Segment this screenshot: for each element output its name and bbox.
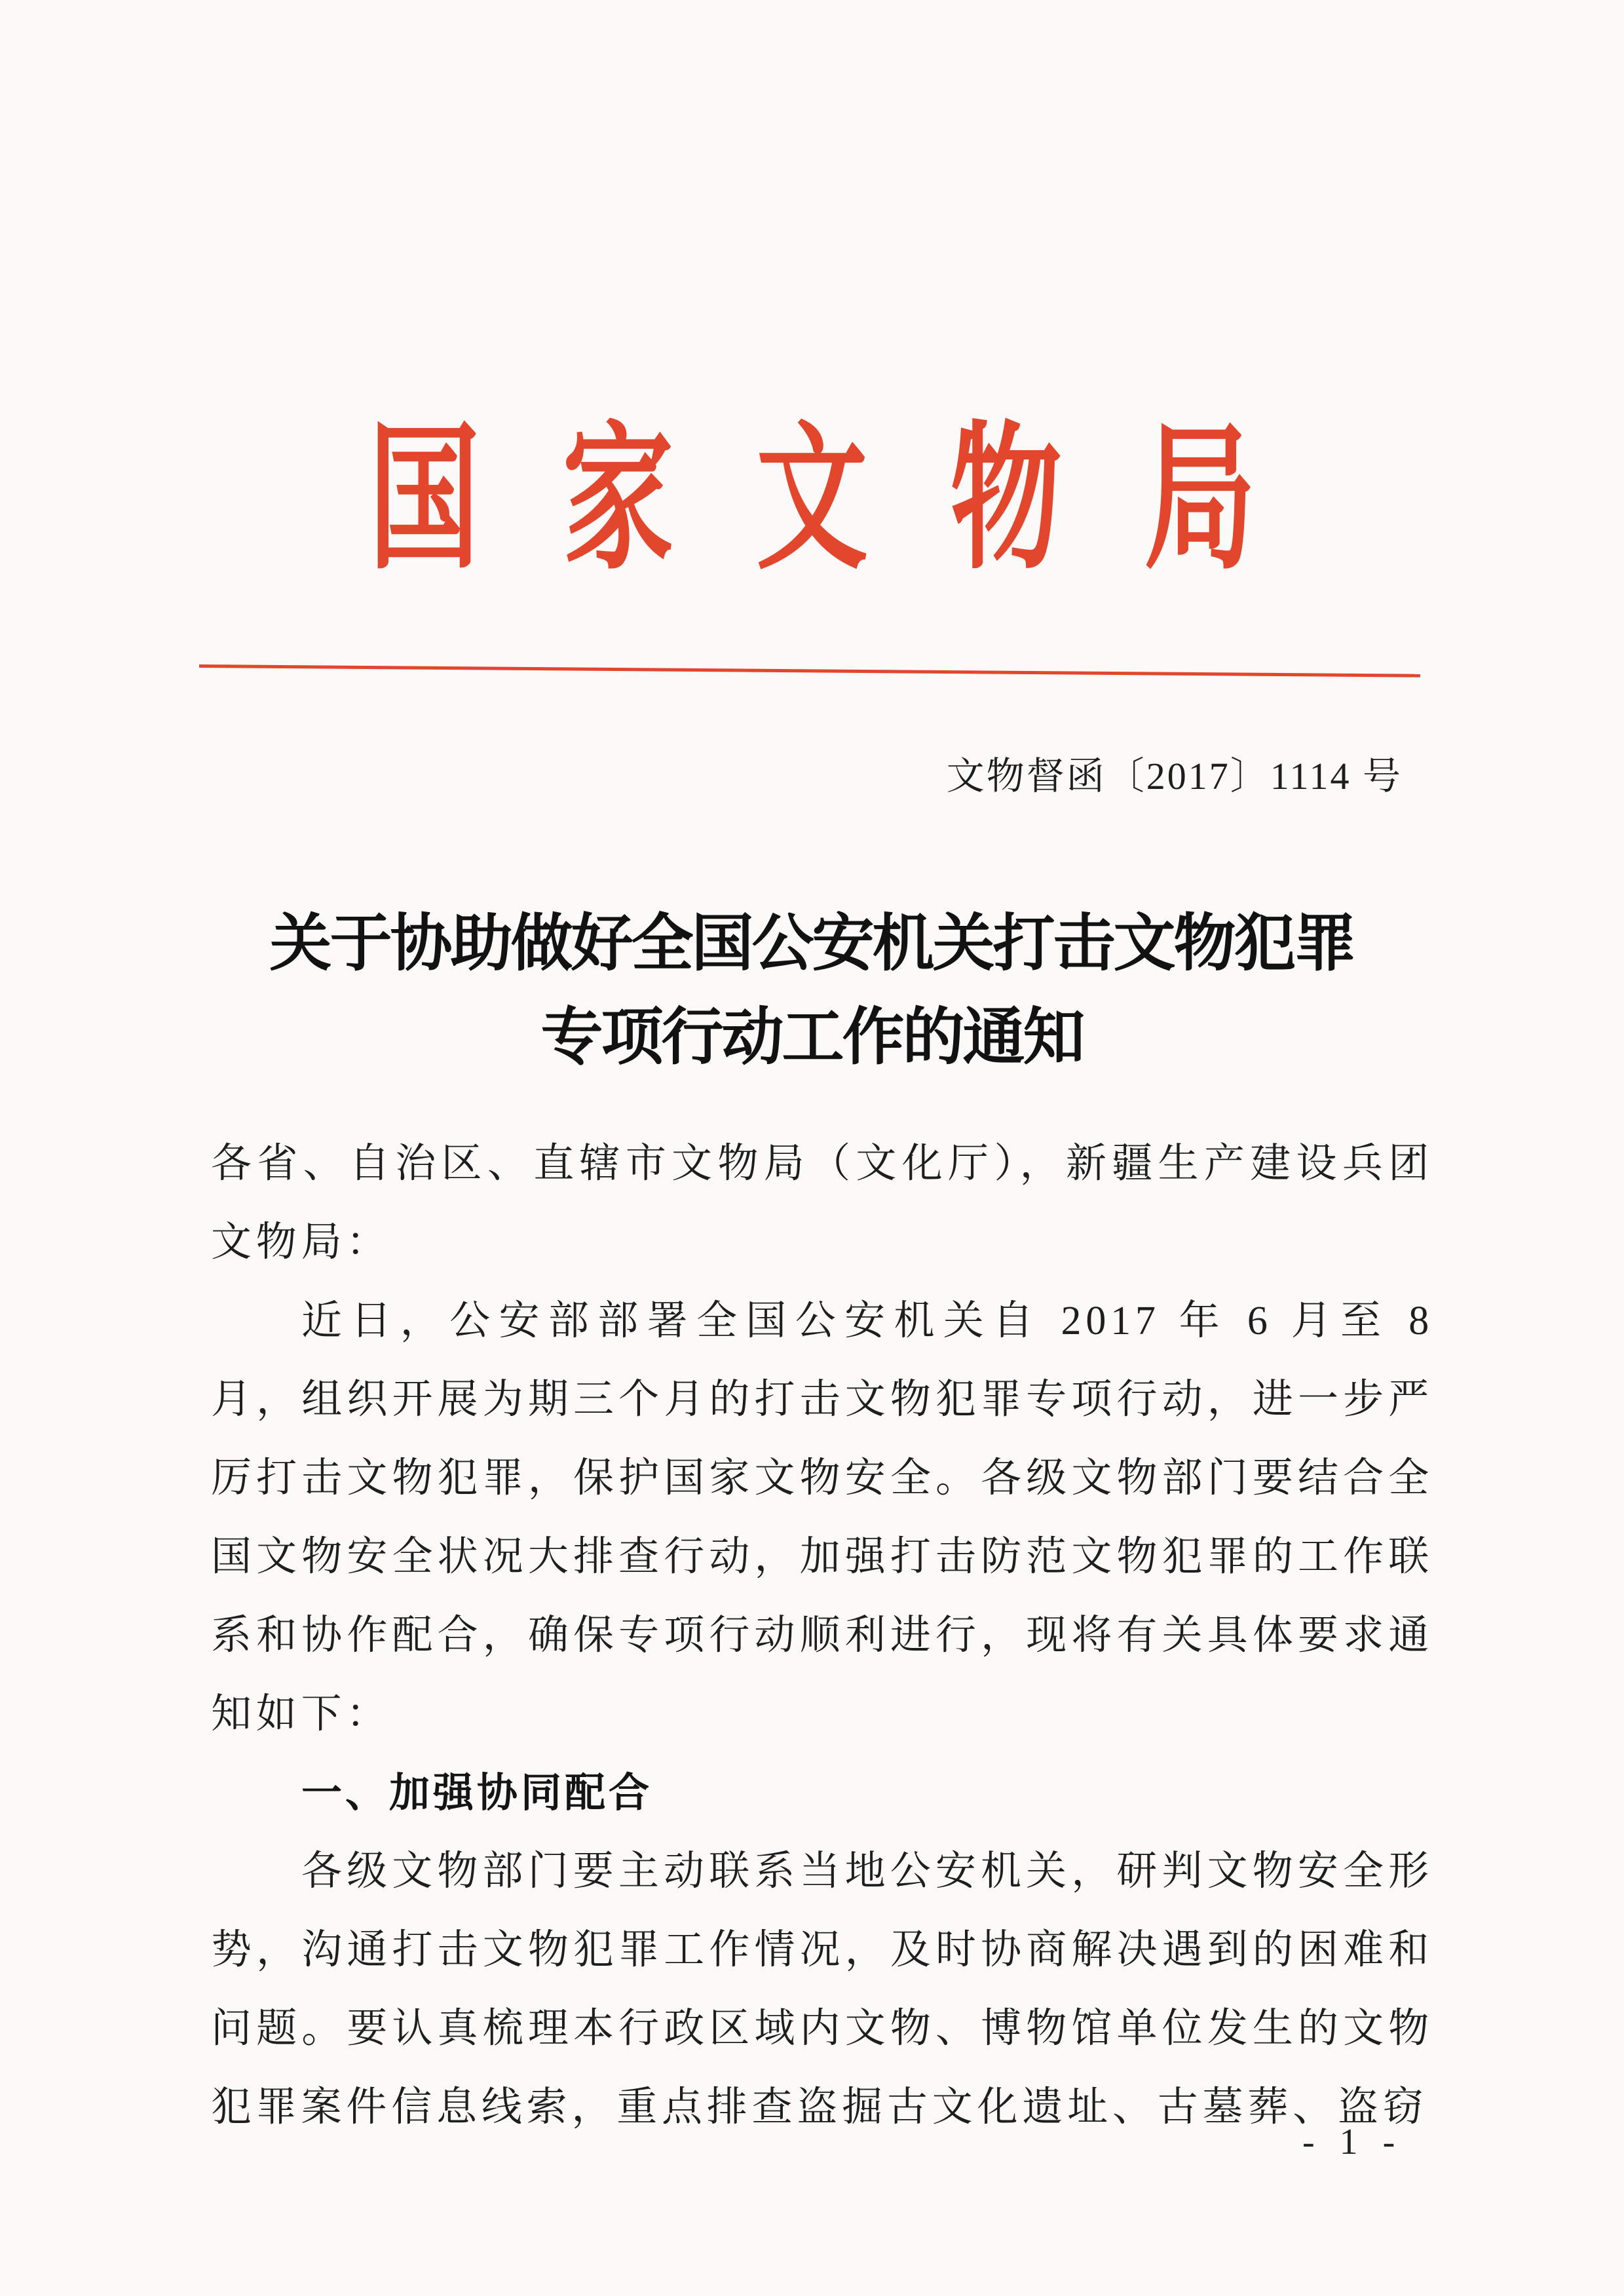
letterhead-divider-line bbox=[199, 664, 1420, 678]
document-title-line-1: 关于协助做好全国公安机关打击文物犯罪 bbox=[269, 907, 1355, 980]
salutation-line: 各省、自治区、直辖市文物局（文化厅），新疆生产建设兵团文物局： bbox=[211, 1141, 1433, 1265]
letterhead-agency-name: 国家文物局 bbox=[368, 406, 1338, 592]
intro-paragraph: 近日，公安部部署全国公安机关自 2017 年 6 月至 8 月，组织开展为期三个月的打击文物犯罪专项行动，进一步严厉打击文物犯罪，保护国家文物安全。各级文物部门要结合全国文物安全状况大排查行动，加强打击防范文物犯罪的工作联系和协作配合，确保专项行动顺利进行，现将有关具体要求通知如下： bbox=[211, 1299, 1433, 1736]
document-title bbox=[0, 896, 1624, 1084]
section-1-heading: 一、加强协同配合 bbox=[301, 1769, 653, 1816]
document-title-line-2: 专项行动工作的通知 bbox=[540, 1001, 1084, 1073]
document-body bbox=[211, 1124, 1433, 2147]
page-number: - 1 - bbox=[1302, 2122, 1403, 2162]
document-reference-number: 文物督函〔2017〕1114 号 bbox=[946, 755, 1403, 797]
section-1-paragraph: 各级文物部门要主动联系当地公安机关，研判文物安全形势，沟通打击文物犯罪工作情况，及时协商解决遇到的困难和问题。要认真梳理本行政区域内文物、博物馆单位发生的文物犯罪案件信息线索，重点排查盗掘古文化遗址、古墓葬、盗窃 bbox=[211, 1849, 1433, 2130]
